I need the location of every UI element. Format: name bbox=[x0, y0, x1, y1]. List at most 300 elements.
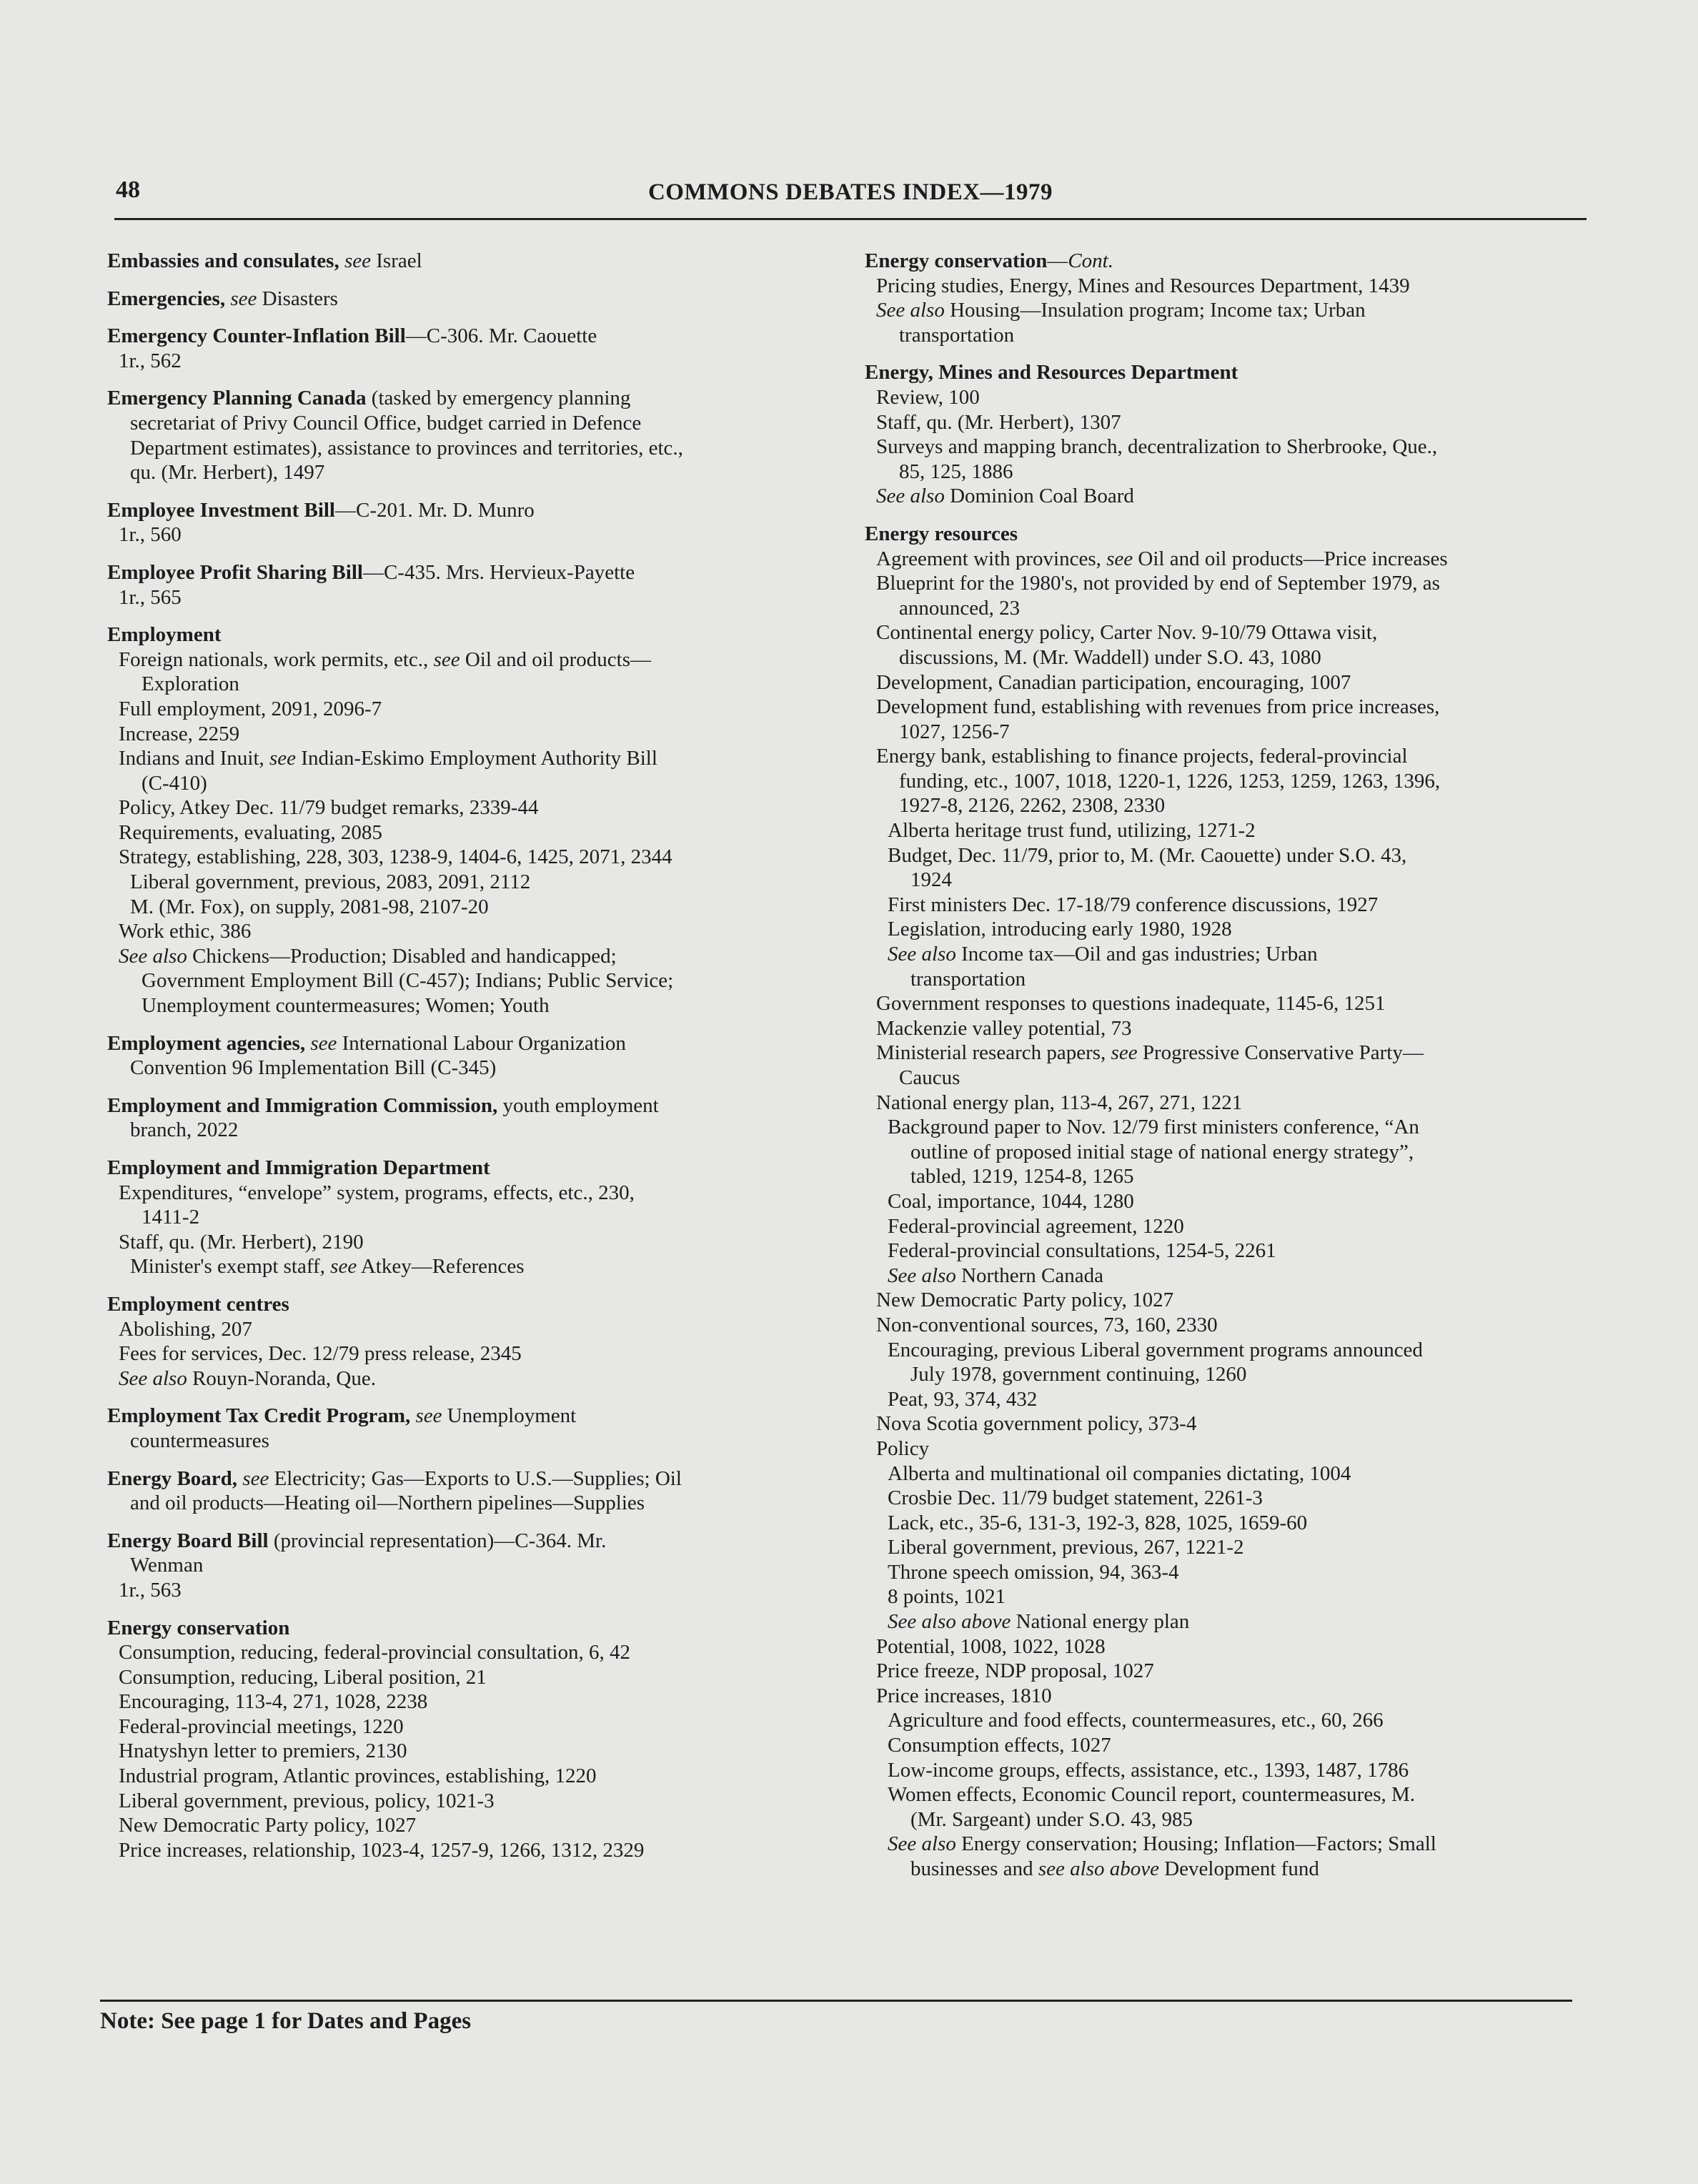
index-subentry-line bbox=[107, 993, 843, 1018]
index-subentry-line bbox=[107, 1640, 843, 1665]
index-subentry-line bbox=[865, 1684, 1615, 1709]
entry-text: Wenman bbox=[130, 1554, 204, 1577]
entry-text: Northern Canada bbox=[955, 1264, 1103, 1287]
index-subentry-line bbox=[865, 620, 1615, 645]
index-subentry-line bbox=[865, 410, 1615, 435]
index-entry bbox=[107, 498, 843, 547]
index-subentry-line bbox=[865, 1115, 1615, 1140]
entry-heading: Energy, Mines and Resources Department bbox=[865, 361, 1238, 384]
index-subentry-line bbox=[865, 744, 1615, 769]
index-heading-line bbox=[107, 1466, 843, 1491]
index-subentry-line bbox=[107, 1665, 843, 1690]
index-subentry-line bbox=[865, 991, 1615, 1016]
entry-heading: Energy conservation bbox=[107, 1616, 290, 1639]
entry-text: Crosbie Dec. 11/79 budget statement, 2261-3 bbox=[888, 1486, 1263, 1510]
index-entry bbox=[107, 1616, 843, 1863]
entry-heading: Emergency Planning Canada bbox=[107, 387, 367, 410]
index-subentry-line bbox=[107, 1317, 843, 1342]
entry-text: businesses and bbox=[910, 1857, 1038, 1880]
index-subentry-line bbox=[865, 385, 1615, 410]
index-subentry-line bbox=[107, 845, 843, 870]
cross-reference-marker: see bbox=[242, 1466, 269, 1490]
cross-reference-marker: see bbox=[344, 249, 371, 272]
index-subentry-line bbox=[107, 349, 843, 374]
index-heading-line bbox=[107, 249, 843, 274]
index-heading-line bbox=[107, 1616, 843, 1641]
cross-reference-marker: see bbox=[415, 1404, 442, 1428]
index-subentry-line bbox=[107, 1254, 843, 1279]
index-subentry-line bbox=[107, 1366, 843, 1391]
index-subentry-line bbox=[107, 795, 843, 820]
index-subentry-line bbox=[107, 968, 843, 993]
index-subentry-line bbox=[865, 967, 1615, 992]
index-subentry-line bbox=[107, 1739, 843, 1764]
index-entry bbox=[107, 1093, 843, 1143]
index-subentry-line bbox=[865, 435, 1615, 460]
entry-heading: Employee Profit Sharing Bill bbox=[107, 560, 363, 584]
index-heading-line bbox=[107, 1404, 843, 1429]
entry-text: (tasked by emergency planning bbox=[366, 387, 631, 410]
entry-text: Unemployment countermeasures; Women; Youth bbox=[142, 994, 550, 1018]
index-entry bbox=[107, 386, 843, 485]
index-heading-line bbox=[107, 622, 843, 647]
index-subentry-line bbox=[865, 484, 1615, 509]
entry-text: Abolishing, 207 bbox=[119, 1317, 252, 1341]
entry-text: Price freeze, NDP proposal, 1027 bbox=[876, 1659, 1154, 1683]
entry-text: —C-435. Mrs. Hervieux-Payette bbox=[362, 560, 635, 584]
index-subentry-line bbox=[865, 1807, 1615, 1832]
entry-text: Liberal government, previous, policy, 1021-3 bbox=[119, 1789, 495, 1812]
index-subentry-line bbox=[107, 1714, 843, 1739]
index-column-left bbox=[107, 249, 843, 1875]
entry-text: 1r., 560 bbox=[119, 523, 182, 547]
entry-text: Staff, qu. (Mr. Herbert), 2190 bbox=[119, 1230, 364, 1254]
cross-reference-marker: see also above bbox=[1038, 1857, 1159, 1880]
index-subentry-line bbox=[865, 1016, 1615, 1041]
entry-text: Agriculture and food effects, countermeasures, etc., 60, 266 bbox=[888, 1709, 1384, 1732]
entry-text: Fees for services, Dec. 12/79 press release, 2345 bbox=[119, 1342, 522, 1366]
entry-heading: Employment and Immigration Commission, bbox=[107, 1093, 498, 1117]
index-subentry-line bbox=[865, 769, 1615, 794]
entry-text: Chickens—Production; Disabled and handicapped; bbox=[187, 944, 617, 968]
entry-text: Ministerial research papers, bbox=[876, 1041, 1111, 1065]
cross-reference-marker: see bbox=[230, 287, 257, 310]
index-subentry-line bbox=[107, 585, 843, 610]
index-subentry-line bbox=[865, 1164, 1615, 1189]
index-subentry-line bbox=[865, 571, 1615, 596]
index-entry bbox=[107, 560, 843, 610]
entry-text: Unemployment bbox=[442, 1404, 577, 1428]
cross-reference-marker: see bbox=[1106, 547, 1133, 570]
index-subentry-line bbox=[107, 1764, 843, 1789]
entry-text: National energy plan, 113-4, 267, 271, 1221 bbox=[876, 1091, 1243, 1114]
index-heading-line bbox=[107, 1156, 843, 1181]
page-number: 48 bbox=[116, 177, 140, 203]
entry-text: transportation bbox=[899, 323, 1015, 347]
entry-text: Women effects, Economic Council report, countermeasures, M. bbox=[888, 1783, 1416, 1807]
index-subentry-line bbox=[865, 1708, 1615, 1733]
entry-text: Lack, etc., 35-6, 131-3, 192-3, 828, 1025, 1659-60 bbox=[888, 1511, 1308, 1534]
index-subentry-line bbox=[865, 720, 1615, 745]
entry-text: Government Employment Bill (C-457); Indians; Public Service; bbox=[142, 969, 674, 993]
entry-text: July 1978, government continuing, 1260 bbox=[910, 1363, 1247, 1386]
entry-text: tabled, 1219, 1254-8, 1265 bbox=[910, 1165, 1134, 1188]
cross-reference-marker: See also bbox=[876, 299, 945, 322]
cross-reference-marker: See also bbox=[119, 1366, 187, 1390]
page-header bbox=[114, 175, 1587, 220]
index-subentry-line bbox=[107, 1230, 843, 1255]
index-subentry-line bbox=[107, 1205, 843, 1230]
entry-text: Exploration bbox=[142, 672, 239, 696]
entry-text: Electricity; Gas—Exports to U.S.—Supplies; Oil bbox=[269, 1466, 682, 1490]
index-subentry-line bbox=[865, 893, 1615, 918]
entry-text: Review, 100 bbox=[876, 385, 980, 409]
entry-text: International Labour Organization bbox=[337, 1031, 626, 1055]
entry-text: 1r., 563 bbox=[119, 1578, 182, 1602]
index-subentry-line bbox=[865, 1313, 1615, 1338]
entry-text: (C-410) bbox=[142, 771, 207, 795]
entry-text: Mackenzie valley potential, 73 bbox=[876, 1016, 1132, 1040]
index-subentry-line bbox=[107, 944, 843, 969]
entry-text: 1r., 565 bbox=[119, 585, 182, 609]
entry-text: —C-306. Mr. Caouette bbox=[405, 324, 597, 348]
index-entry bbox=[107, 1466, 843, 1516]
index-subentry-line bbox=[107, 1341, 843, 1366]
index-subentry-line bbox=[107, 1813, 843, 1838]
index-subentry-line bbox=[107, 522, 843, 547]
entry-heading: Employee Investment Bill bbox=[107, 498, 335, 522]
entry-text: Energy conservation; Housing; Inflation—Factors; Small bbox=[955, 1832, 1436, 1856]
index-heading-line bbox=[107, 560, 843, 585]
entry-text: Agreement with provinces, bbox=[876, 547, 1107, 570]
index-subentry-line bbox=[865, 1832, 1615, 1857]
entry-text: branch, 2022 bbox=[130, 1118, 239, 1142]
entry-text: Federal-provincial meetings, 1220 bbox=[119, 1714, 404, 1738]
index-entry bbox=[107, 1529, 843, 1603]
entry-text: Minister's exempt staff, bbox=[130, 1255, 331, 1279]
entry-text: Consumption effects, 1027 bbox=[888, 1734, 1111, 1757]
index-subentry-line bbox=[865, 1486, 1615, 1511]
index-subentry-line bbox=[865, 868, 1615, 893]
entry-text: Oil and oil products— bbox=[460, 647, 652, 671]
entry-text: Alberta heritage trust fund, utilizing, 1271-2 bbox=[888, 819, 1256, 843]
entry-heading: Emergency Counter-Inflation Bill bbox=[107, 324, 406, 348]
index-subentry-line bbox=[107, 436, 843, 461]
entry-text: 85, 125, 1886 bbox=[899, 460, 1013, 483]
index-subentry-line bbox=[107, 1578, 843, 1603]
index-subentry-line bbox=[107, 820, 843, 845]
index-subentry-line bbox=[865, 843, 1615, 868]
index-subentry-line bbox=[865, 1511, 1615, 1536]
entry-text: Atkey—References bbox=[357, 1255, 525, 1279]
entry-text: First ministers Dec. 17-18/79 conference discussions, 1927 bbox=[888, 893, 1379, 916]
entry-text: Encouraging, previous Liberal government programs announced bbox=[888, 1338, 1423, 1361]
entry-text: Alberta and multinational oil companies dictating, 1004 bbox=[888, 1461, 1351, 1485]
index-subentry-line bbox=[107, 411, 843, 436]
entry-heading: Employment bbox=[107, 623, 222, 647]
entry-text: Policy, Atkey Dec. 11/79 budget remarks, 2339-44 bbox=[119, 796, 539, 820]
entry-text: 1927-8, 2126, 2262, 2308, 2330 bbox=[899, 794, 1166, 818]
index-subentry-line bbox=[865, 596, 1615, 621]
cross-reference-marker: see bbox=[1111, 1041, 1138, 1065]
index-entry bbox=[107, 1404, 843, 1453]
entry-text: Expenditures, “envelope” system, programs, effects, etc., 230, bbox=[119, 1181, 635, 1204]
entry-text: Coal, importance, 1044, 1280 bbox=[888, 1189, 1134, 1213]
index-heading-line bbox=[107, 287, 843, 312]
index-entry bbox=[107, 324, 843, 373]
entry-heading: Employment Tax Credit Program, bbox=[107, 1404, 411, 1428]
cross-reference-marker: See also bbox=[888, 943, 956, 966]
index-subentry-line bbox=[865, 1411, 1615, 1436]
index-subentry-line bbox=[107, 1789, 843, 1814]
index-subentry-line bbox=[865, 1239, 1615, 1264]
index-subentry-line bbox=[107, 895, 843, 920]
entry-text: Full employment, 2091, 2096-7 bbox=[119, 697, 382, 720]
entry-text: Convention 96 Implementation Bill (C-345) bbox=[130, 1056, 497, 1080]
entry-text: Price increases, relationship, 1023-4, 1257-9, 1266, 1312, 2329 bbox=[119, 1838, 645, 1862]
entry-text bbox=[339, 249, 344, 272]
entry-text: qu. (Mr. Herbert), 1497 bbox=[130, 461, 325, 485]
entry-heading: Employment agencies, bbox=[107, 1031, 306, 1055]
cross-reference-marker: see bbox=[269, 747, 297, 770]
entry-text: 1027, 1256-7 bbox=[899, 720, 1010, 743]
cross-reference-marker: see bbox=[433, 647, 460, 671]
entry-text: Potential, 1008, 1022, 1028 bbox=[876, 1634, 1106, 1658]
entry-text: Development fund, establishing with revenues from price increases, bbox=[876, 695, 1440, 719]
cross-reference-marker: Cont. bbox=[1068, 249, 1113, 272]
index-subentry-line bbox=[865, 1634, 1615, 1659]
entry-text: Liberal government, previous, 2083, 2091, 2112 bbox=[130, 870, 531, 894]
index-subentry-line bbox=[865, 1041, 1615, 1066]
entry-text: Background paper to Nov. 12/79 first ministers conference, “An bbox=[888, 1116, 1419, 1139]
entry-text: Budget, Dec. 11/79, prior to, M. (Mr. Caouette) under S.O. 43, bbox=[888, 843, 1407, 867]
entry-text: 8 points, 1021 bbox=[888, 1585, 1006, 1609]
index-subentry-line bbox=[865, 1584, 1615, 1609]
entry-text: Policy bbox=[876, 1436, 930, 1460]
index-subentry-line bbox=[865, 1189, 1615, 1214]
index-subentry-line bbox=[865, 645, 1615, 670]
index-subentry-line bbox=[865, 1782, 1615, 1807]
index-subentry-line bbox=[865, 1140, 1615, 1165]
entry-text: and oil products—Heating oil—Northern pipelines—Supplies bbox=[130, 1491, 645, 1515]
entry-text: Income tax—Oil and gas industries; Urban bbox=[955, 943, 1318, 966]
entry-heading: Employment centres bbox=[107, 1292, 289, 1316]
index-subentry-line bbox=[865, 1461, 1615, 1486]
index-subentry-line bbox=[865, 1091, 1615, 1116]
entry-text: Rouyn-Noranda, Que. bbox=[187, 1366, 377, 1390]
index-subentry-line bbox=[865, 460, 1615, 485]
entry-text: National energy plan bbox=[1011, 1610, 1190, 1634]
index-subentry-line bbox=[865, 1362, 1615, 1387]
entry-text: Legislation, introducing early 1980, 1928 bbox=[888, 918, 1232, 941]
entry-text: Non-conventional sources, 73, 160, 2330 bbox=[876, 1313, 1218, 1336]
cross-reference-marker: See also bbox=[876, 485, 945, 508]
entry-text: Continental energy policy, Carter Nov. 9-10/79 Ottawa visit, bbox=[876, 621, 1378, 645]
entry-heading: Energy resources bbox=[865, 522, 1018, 545]
entry-text: Disasters bbox=[257, 287, 338, 310]
entry-text: Nova Scotia government policy, 373-4 bbox=[876, 1412, 1197, 1436]
cross-reference-marker: See also above bbox=[888, 1610, 1011, 1634]
index-heading-line bbox=[107, 386, 843, 411]
entry-text: Strategy, establishing, 228, 303, 1238-9, 1404-6, 1425, 2071, 2344 bbox=[119, 845, 672, 869]
entry-text: Low-income groups, effects, assistance, etc., 1393, 1487, 1786 bbox=[888, 1758, 1409, 1782]
index-subentry-line bbox=[865, 323, 1615, 348]
index-subentry-line bbox=[865, 1609, 1615, 1634]
entry-text: Housing—Insulation program; Income tax; Urban bbox=[944, 299, 1366, 322]
footer-divider bbox=[100, 2000, 1572, 2002]
entry-text: youth employment bbox=[497, 1093, 659, 1117]
index-entry bbox=[107, 287, 843, 312]
index-subentry-line bbox=[865, 1535, 1615, 1560]
entry-heading: Energy conservation bbox=[865, 249, 1048, 272]
index-heading-line bbox=[865, 249, 1615, 274]
index-subentry-line bbox=[865, 818, 1615, 843]
index-subentry-line bbox=[107, 672, 843, 697]
index-subentry-line bbox=[865, 274, 1615, 299]
index-subentry-line bbox=[865, 1288, 1615, 1313]
index-column-right bbox=[865, 249, 1615, 1895]
entry-text: Pricing studies, Energy, Mines and Resources Department, 1439 bbox=[876, 274, 1410, 297]
cross-reference-marker: See also bbox=[888, 1832, 956, 1856]
entry-text: Federal-provincial agreement, 1220 bbox=[888, 1214, 1184, 1238]
entry-text: Consumption, reducing, Liberal position, 21 bbox=[119, 1665, 487, 1689]
index-subentry-line bbox=[107, 647, 843, 672]
index-entry bbox=[107, 249, 843, 274]
entry-text: Indians and Inuit, bbox=[119, 747, 270, 770]
index-heading-line bbox=[865, 522, 1615, 547]
index-subentry-line bbox=[107, 1118, 843, 1143]
entry-text: — bbox=[1047, 249, 1068, 272]
entry-text: announced, 23 bbox=[899, 596, 1021, 620]
index-subentry-line bbox=[107, 1838, 843, 1863]
index-subentry-line bbox=[107, 1429, 843, 1454]
index-subentry-line bbox=[107, 1689, 843, 1714]
index-subentry-line bbox=[107, 1181, 843, 1206]
index-subentry-line bbox=[865, 1758, 1615, 1783]
entry-text: Staff, qu. (Mr. Herbert), 1307 bbox=[876, 410, 1121, 434]
entry-text: Dominion Coal Board bbox=[944, 485, 1134, 508]
entry-text: Encouraging, 113-4, 271, 1028, 2238 bbox=[119, 1690, 428, 1714]
cross-reference-marker: See also bbox=[119, 944, 187, 968]
index-heading-line bbox=[107, 324, 843, 349]
entry-text: Blueprint for the 1980's, not provided by end of September 1979, as bbox=[876, 572, 1440, 595]
index-subentry-line bbox=[865, 1264, 1615, 1289]
entry-heading: Embassies and consulates, bbox=[107, 249, 339, 272]
index-subentry-line bbox=[865, 1066, 1615, 1091]
index-subentry-line bbox=[107, 870, 843, 895]
entry-text: Consumption, reducing, federal-provincial consultation, 6, 42 bbox=[119, 1641, 630, 1664]
index-heading-line bbox=[107, 1093, 843, 1118]
entry-text: outline of proposed initial stage of national energy strategy”, bbox=[910, 1140, 1414, 1163]
index-subentry-line bbox=[107, 697, 843, 722]
entry-text: 1924 bbox=[910, 868, 952, 892]
index-entry bbox=[865, 522, 1615, 1882]
entry-text: 1r., 562 bbox=[119, 349, 182, 372]
index-subentry-line bbox=[107, 722, 843, 747]
entry-text bbox=[410, 1404, 415, 1427]
index-subentry-line bbox=[107, 771, 843, 796]
cross-reference-marker: see bbox=[310, 1031, 337, 1055]
index-entry bbox=[107, 622, 843, 1018]
entry-text: Peat, 93, 374, 432 bbox=[888, 1387, 1038, 1411]
running-title: COMMONS DEBATES INDEX—1979 bbox=[647, 179, 1053, 205]
entry-text: secretariat of Privy Council Office, budget carried in Defence bbox=[130, 411, 642, 435]
entry-text: —C-201. Mr. D. Munro bbox=[335, 498, 535, 522]
entry-text: (Mr. Sargeant) under S.O. 43, 985 bbox=[910, 1807, 1193, 1831]
entry-text: Work ethic, 386 bbox=[119, 920, 252, 943]
index-heading-line bbox=[107, 1031, 843, 1056]
entry-text: Indian-Eskimo Employment Authority Bill bbox=[296, 747, 657, 770]
cross-reference-marker: See also bbox=[888, 1264, 956, 1287]
index-subentry-line bbox=[865, 1387, 1615, 1412]
entry-text: Department estimates), assistance to provinces and territories, etc., bbox=[130, 436, 683, 460]
index-subentry-line bbox=[865, 1733, 1615, 1758]
entry-text: Federal-provincial consultations, 1254-5, 2261 bbox=[888, 1239, 1276, 1263]
index-subentry-line bbox=[865, 917, 1615, 942]
entry-text: M. (Mr. Fox), on supply, 2081-98, 2107-20 bbox=[130, 895, 489, 918]
index-subentry-line bbox=[107, 746, 843, 771]
entry-text: Oil and oil products—Price increases bbox=[1133, 547, 1448, 570]
entry-heading: Employment and Immigration Department bbox=[107, 1156, 490, 1179]
entry-text: Liberal government, previous, 267, 1221-2 bbox=[888, 1536, 1244, 1559]
index-subentry-line bbox=[107, 1553, 843, 1578]
index-subentry-line bbox=[865, 1560, 1615, 1585]
entry-text: Progressive Conservative Party— bbox=[1137, 1041, 1424, 1065]
entry-text: New Democratic Party policy, 1027 bbox=[119, 1814, 417, 1837]
index-entry bbox=[107, 1292, 843, 1391]
index-subentry-line bbox=[865, 695, 1615, 720]
entry-text: Foreign nationals, work permits, etc., bbox=[119, 647, 434, 671]
index-subentry-line bbox=[865, 547, 1615, 572]
index-heading-line bbox=[107, 1529, 843, 1554]
entry-text: countermeasures bbox=[130, 1429, 269, 1452]
entry-heading: Energy Board, bbox=[107, 1466, 238, 1490]
index-subentry-line bbox=[865, 298, 1615, 323]
entry-text: Surveys and mapping branch, decentralization to Sherbrooke, Que., bbox=[876, 435, 1438, 459]
index-subentry-line bbox=[865, 793, 1615, 818]
entry-text: Requirements, evaluating, 2085 bbox=[119, 820, 382, 844]
entry-text: Development, Canadian participation, encouraging, 1007 bbox=[876, 670, 1351, 694]
entry-heading: Energy Board Bill bbox=[107, 1529, 269, 1552]
index-subentry-line bbox=[107, 1491, 843, 1516]
index-subentry-line bbox=[107, 460, 843, 485]
entry-text: Price increases, 1810 bbox=[876, 1684, 1052, 1707]
entry-text: Increase, 2259 bbox=[119, 722, 240, 745]
index-subentry-line bbox=[865, 1214, 1615, 1239]
index-subentry-line bbox=[865, 1659, 1615, 1684]
entry-heading: Emergencies, bbox=[107, 287, 226, 310]
index-heading-line bbox=[107, 498, 843, 523]
index-subentry-line bbox=[107, 919, 843, 944]
entry-text: Energy bank, establishing to finance projects, federal-provincial bbox=[876, 745, 1408, 768]
entry-text: (provincial representation)—C-364. Mr. bbox=[268, 1529, 607, 1552]
entry-text: discussions, M. (Mr. Waddell) under S.O. 43, 1080 bbox=[899, 645, 1321, 669]
index-subentry-line bbox=[865, 942, 1615, 967]
index-subentry-line bbox=[865, 1436, 1615, 1461]
index-heading-line bbox=[865, 360, 1615, 385]
entry-text: Government responses to questions inadequate, 1145-6, 1251 bbox=[876, 992, 1386, 1016]
index-entry bbox=[107, 1031, 843, 1081]
index-heading-line bbox=[107, 1292, 843, 1317]
entry-text: Throne speech omission, 94, 363-4 bbox=[888, 1560, 1179, 1584]
entry-text: Industrial program, Atlantic provinces, establishing, 1220 bbox=[119, 1764, 597, 1788]
cross-reference-marker: see bbox=[330, 1255, 357, 1279]
index-entry bbox=[107, 1156, 843, 1279]
index-subentry-line bbox=[107, 1056, 843, 1081]
index-entry bbox=[865, 249, 1615, 347]
index-subentry-line bbox=[865, 670, 1615, 695]
entry-text: 1411-2 bbox=[142, 1206, 200, 1229]
